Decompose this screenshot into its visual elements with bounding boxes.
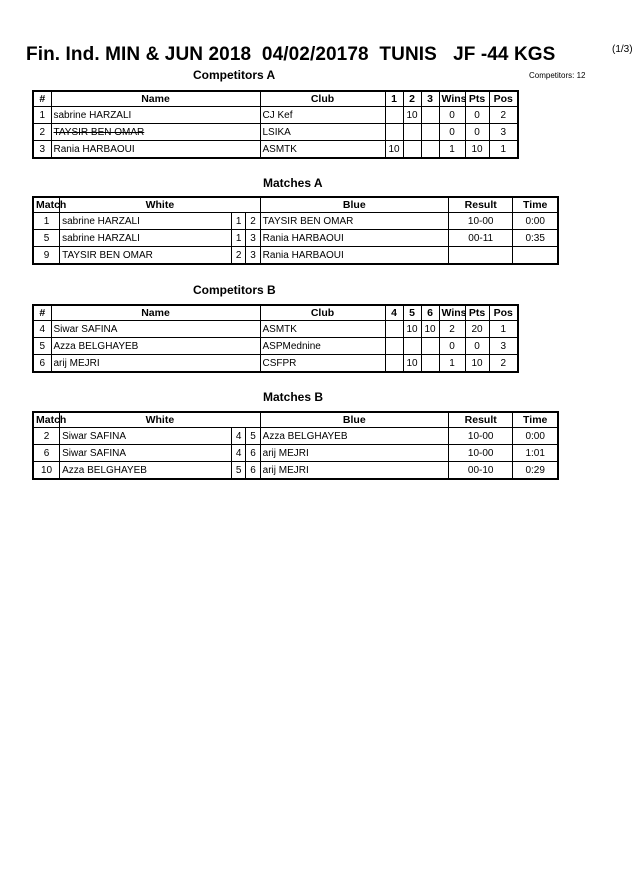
col-pos: Pos <box>489 305 518 321</box>
pts: 10 <box>465 355 489 373</box>
table-row <box>33 321 518 338</box>
blue-competitor: TAYSIR BEN OMAR <box>260 213 448 230</box>
match-result <box>448 247 512 265</box>
col-blue: Blue <box>260 412 448 428</box>
col-wins: Wins <box>439 91 465 107</box>
score-3 <box>421 107 439 124</box>
competitors-b-table <box>32 304 519 373</box>
competitors-a-table <box>32 90 519 159</box>
competitor-club: ASMTK <box>260 141 385 159</box>
white-num: 5 <box>232 462 246 480</box>
white-num: 4 <box>232 428 246 445</box>
col-result: Result <box>448 197 512 213</box>
pos: 3 <box>489 124 518 141</box>
wins: 0 <box>439 338 465 355</box>
table-row <box>33 462 558 480</box>
col-time: Time <box>513 412 558 428</box>
match-time: 0:29 <box>513 462 558 480</box>
col-pts: Pts <box>465 91 489 107</box>
wins: 1 <box>439 141 465 159</box>
col-score-6: 6 <box>421 305 439 321</box>
table-header-row <box>33 305 518 321</box>
match-result: 00-10 <box>448 462 512 480</box>
white-competitor: sabrine HARZALI <box>60 213 232 230</box>
competitor-name: TAYSIR BEN OMAR <box>51 124 260 141</box>
white-num: 4 <box>232 445 246 462</box>
competitor-num: 6 <box>33 355 51 373</box>
col-club: Club <box>260 305 385 321</box>
col-name: Name <box>51 305 260 321</box>
col-score-3: 3 <box>421 91 439 107</box>
blue-num: 6 <box>246 462 260 480</box>
competitors-a-title: Competitors A <box>193 68 276 82</box>
match-number: 1 <box>33 213 60 230</box>
col-white: White <box>60 412 261 428</box>
page-marker: (1/3) <box>612 44 633 55</box>
competitor-club: ASMTK <box>260 321 385 338</box>
match-result: 10-00 <box>448 213 512 230</box>
score-5 <box>403 338 421 355</box>
col-result: Result <box>448 412 512 428</box>
score-6 <box>421 338 439 355</box>
pts: 0 <box>465 107 489 124</box>
pts: 10 <box>465 141 489 159</box>
table-header-row <box>33 91 518 107</box>
score-3 <box>421 124 439 141</box>
pts: 20 <box>465 321 489 338</box>
table-row <box>33 247 558 265</box>
table-row <box>33 107 518 124</box>
match-time <box>513 247 558 265</box>
match-number: 5 <box>33 230 60 247</box>
pos: 1 <box>489 321 518 338</box>
wins: 2 <box>439 321 465 338</box>
competitor-name: Rania HARBAOUI <box>51 141 260 159</box>
match-time: 0:00 <box>513 428 558 445</box>
competitor-name: Siwar SAFINA <box>51 321 260 338</box>
score-4 <box>385 321 403 338</box>
score-3 <box>421 141 439 159</box>
table-row <box>33 338 518 355</box>
competitor-num: 2 <box>33 124 51 141</box>
competitors-b-title: Competitors B <box>193 283 276 297</box>
match-result: 10-00 <box>448 445 512 462</box>
pos: 1 <box>489 141 518 159</box>
match-result: 00-11 <box>448 230 512 247</box>
competitor-num: 3 <box>33 141 51 159</box>
col-name: Name <box>51 91 260 107</box>
score-4 <box>385 355 403 373</box>
blue-num: 6 <box>246 445 260 462</box>
score-1 <box>385 107 403 124</box>
white-num: 1 <box>232 230 246 247</box>
wins: 1 <box>439 355 465 373</box>
blue-competitor: Azza BELGHAYEB <box>260 428 448 445</box>
match-time: 1:01 <box>513 445 558 462</box>
competitor-club: CJ Kef <box>260 107 385 124</box>
page-title: Fin. Ind. MIN & JUN 2018 04/02/20178 TUNIS JF -44 KGS <box>26 44 556 65</box>
table-row <box>33 230 558 247</box>
match-number: 9 <box>33 247 60 265</box>
table-row <box>33 355 518 373</box>
white-num: 2 <box>232 247 246 265</box>
table-header-row <box>33 197 558 213</box>
match-time: 0:35 <box>513 230 558 247</box>
competitor-num: 5 <box>33 338 51 355</box>
col-num: # <box>33 91 51 107</box>
competitors-count: Competitors: 12 <box>529 71 586 80</box>
white-competitor: sabrine HARZALI <box>60 230 232 247</box>
col-score-1: 1 <box>385 91 403 107</box>
match-time: 0:00 <box>513 213 558 230</box>
match-result: 10-00 <box>448 428 512 445</box>
table-row <box>33 428 558 445</box>
competitor-name: sabrine HARZALI <box>51 107 260 124</box>
blue-num: 2 <box>246 213 260 230</box>
match-number: 6 <box>33 445 60 462</box>
white-num: 1 <box>232 213 246 230</box>
table-row <box>33 213 558 230</box>
wins: 0 <box>439 107 465 124</box>
score-5: 10 <box>403 321 421 338</box>
score-1 <box>385 124 403 141</box>
blue-competitor: Rania HARBAOUI <box>260 247 448 265</box>
competitor-name: arij MEJRI <box>51 355 260 373</box>
competitor-num: 1 <box>33 107 51 124</box>
score-2 <box>403 124 421 141</box>
matches-a-title: Matches A <box>263 176 323 190</box>
col-pos: Pos <box>489 91 518 107</box>
col-white: White <box>60 197 261 213</box>
table-row <box>33 141 518 159</box>
col-score-2: 2 <box>403 91 421 107</box>
col-time: Time <box>513 197 558 213</box>
blue-competitor: arij MEJRI <box>260 445 448 462</box>
pos: 2 <box>489 355 518 373</box>
matches-a-table <box>32 196 559 265</box>
blue-num: 3 <box>246 230 260 247</box>
col-pts: Pts <box>465 305 489 321</box>
match-number: 10 <box>33 462 60 480</box>
col-club: Club <box>260 91 385 107</box>
table-row <box>33 445 558 462</box>
score-1: 10 <box>385 141 403 159</box>
score-5: 10 <box>403 355 421 373</box>
score-2 <box>403 141 421 159</box>
score-6: 10 <box>421 321 439 338</box>
pos: 3 <box>489 338 518 355</box>
col-score-5: 5 <box>403 305 421 321</box>
competitor-club: ASPMednine <box>260 338 385 355</box>
white-competitor: Siwar SAFINA <box>60 428 232 445</box>
pos: 2 <box>489 107 518 124</box>
competitor-club: LSIKA <box>260 124 385 141</box>
col-wins: Wins <box>439 305 465 321</box>
pts: 0 <box>465 338 489 355</box>
match-number: 2 <box>33 428 60 445</box>
blue-competitor: arij MEJRI <box>260 462 448 480</box>
competitor-club: CSFPR <box>260 355 385 373</box>
score-4 <box>385 338 403 355</box>
col-match: Match <box>33 197 60 213</box>
col-score-4: 4 <box>385 305 403 321</box>
col-blue: Blue <box>260 197 448 213</box>
score-6 <box>421 355 439 373</box>
white-competitor: Siwar SAFINA <box>60 445 232 462</box>
competitor-num: 4 <box>33 321 51 338</box>
table-header-row <box>33 412 558 428</box>
matches-b-table <box>32 411 559 480</box>
competitor-name: Azza BELGHAYEB <box>51 338 260 355</box>
blue-competitor: Rania HARBAOUI <box>260 230 448 247</box>
pts: 0 <box>465 124 489 141</box>
white-competitor: Azza BELGHAYEB <box>60 462 232 480</box>
table-row <box>33 124 518 141</box>
col-match: Match <box>33 412 60 428</box>
white-competitor: TAYSIR BEN OMAR <box>60 247 232 265</box>
wins: 0 <box>439 124 465 141</box>
col-num: # <box>33 305 51 321</box>
score-2: 10 <box>403 107 421 124</box>
blue-num: 3 <box>246 247 260 265</box>
blue-num: 5 <box>246 428 260 445</box>
matches-b-title: Matches B <box>263 390 324 404</box>
